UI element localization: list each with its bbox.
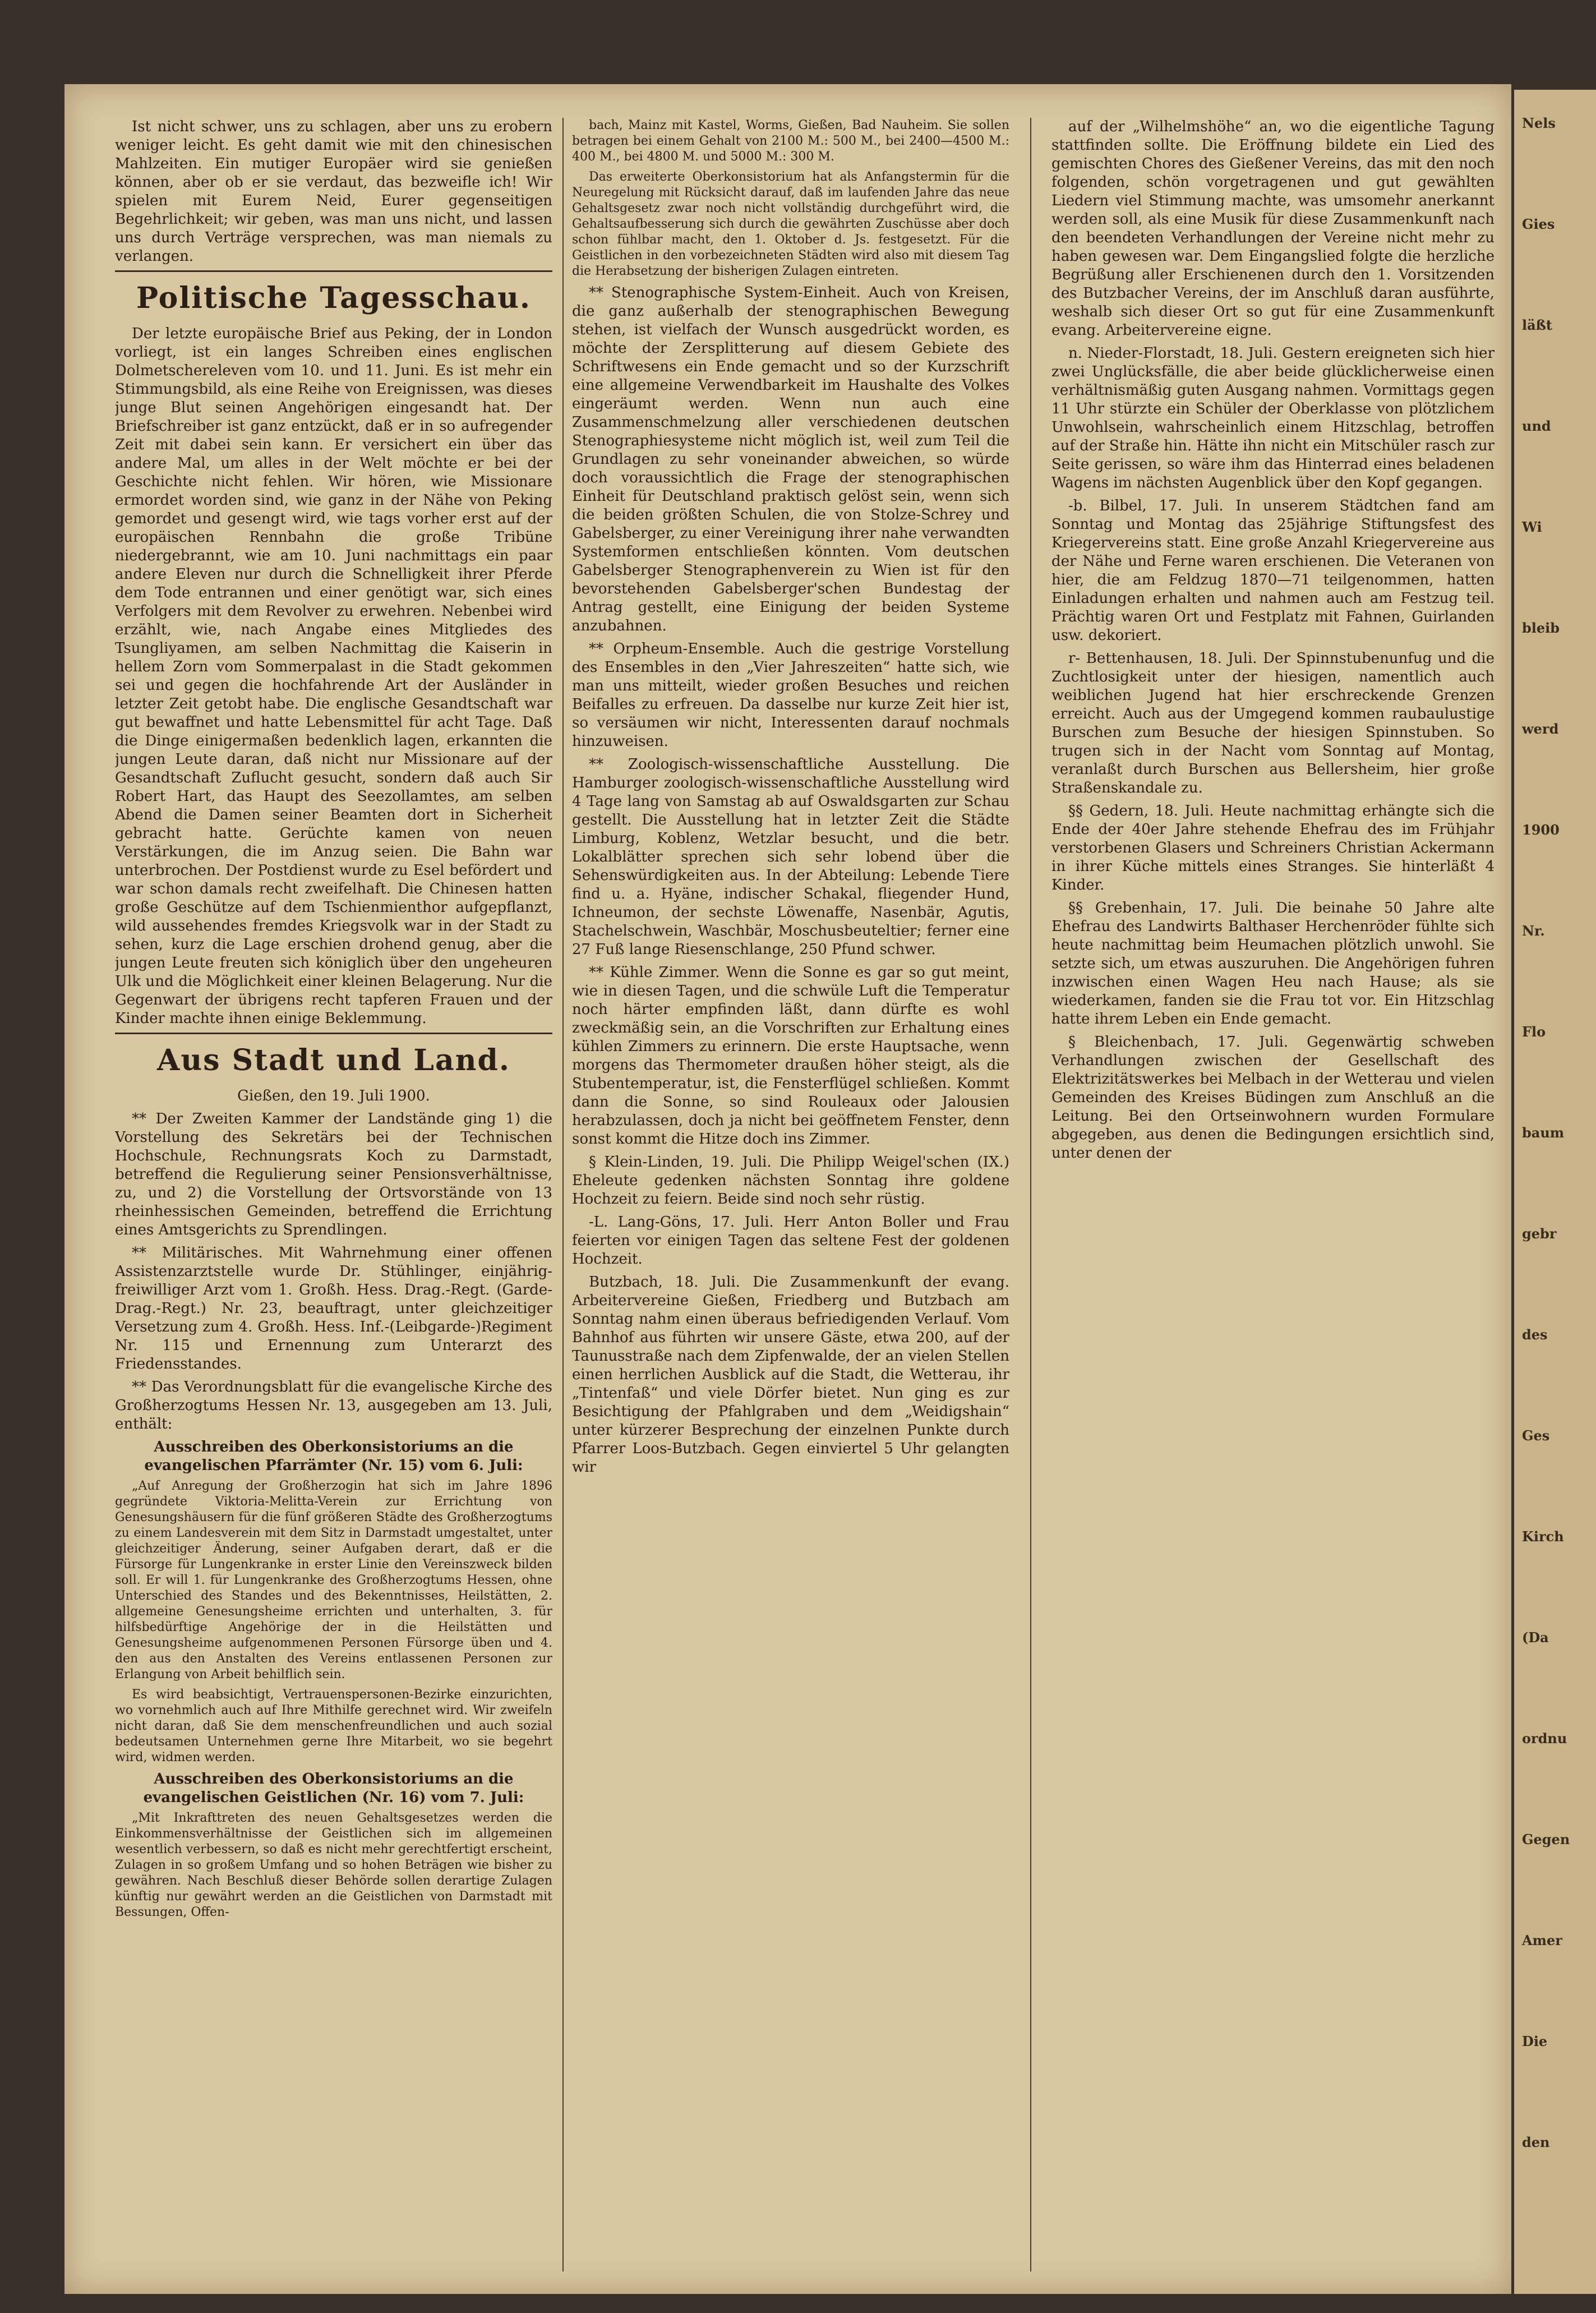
column-1 bbox=[115, 118, 552, 2277]
column-2 bbox=[572, 118, 1009, 2277]
newspaper-page bbox=[64, 84, 1511, 2294]
article-zoologisch: ** Zoologisch-wissenschaftliche Ausstellung. Die Hamburger zoologisch-wissenschaftliche Ausstellung wird 4 Tage lang von Samstag ab auf Oswaldsgarten zur Schau gestellt. Die Ausstellung hat in letzter Zeit die Städte Limburg, Koblenz, Wetzlar besucht, und die betr. Lokalblätter sprechen sich sehr lobend über die Sehenswürdigkeiten aus. In der Abteilung: Lebende Tiere find u. a. Hyäne, indischer Schakal, fliegender Hund, Ichneumon, der sechste Löwenaffe, Nasenbär, Agutis, Stachelschwein, Waschbär, Moschusbeuteltier; ferner eine 27 Fuß lange Riesenschlange, 250 Pfund schwer. bbox=[572, 756, 1009, 958]
adjacent-page-fragment: läßt bbox=[1522, 317, 1552, 333]
column-rule bbox=[562, 118, 564, 2271]
adjacent-page-fragment: werd bbox=[1522, 721, 1559, 737]
adjacent-page-fragment: Flo bbox=[1522, 1024, 1546, 1040]
article-zulagen: bach, Mainz mit Kastel, Worms, Gießen, Bad Nauheim. Sie sollen betragen bei einem Gehalt von 2100 M.: 500 M., bei 2400—4500 M.: 400 M., bei 4800 M. und 5000 M.: 300 M. bbox=[572, 118, 1009, 164]
article-bleichenbach: § Bleichenbach, 17. Juli. Gegenwärtig schweben Verhandlungen zwischen der Gesellschaft des Elektrizitätswerkes bei Melbach in der Wetterau und vielen Gemeinden des Kreises Büdingen zum Anschluß an die Leitung. Bei den Ortseinwohnern wurden Formulare abgegeben, aus denen die Bedingungen ersichtlich sind, unter denen der bbox=[1051, 1034, 1494, 1162]
article-bilbel: -b. Bilbel, 17. Juli. In unserem Städtchen fand am Sonntag und Montag das 25jährige Stiftungsfest des Kriegervereins statt. Eine große Anzahl Kriegervereine aus der Nähe und Ferne waren erschienen. Die Veteranen von hier, die am Feldzug 1870—71 teilgenommen, hatten Einladungen erhalten und nahmen auch am Festzug teil. Prächtig waren Ort und Festplatz mit Fahnen, Guirlanden usw. dekoriert. bbox=[1051, 497, 1494, 644]
article-klein-linden: § Klein-Linden, 19. Juli. Die Philipp Weigel'schen (IX.) Eheleute gedenken nächsten Sonntag ihre goldene Hochzeit zu feiern. Beide sind noch sehr rüstig. bbox=[572, 1154, 1009, 1208]
article-ausschreiben-2: „Mit Inkrafttreten des neuen Gehaltsgesetzes werden die Einkommensverhältnisse der Geistlichen sich im allgemeinen wesentlich verbessern, so daß es nicht mehr gerechtfertigt erscheint, Zulagen in so großem Umfang und so hohen Beträgen wie bisher zu gewähren. Nach Beschluß dieser Behörde sollen derartige Zulagen künftig nur gewährt werden an die Geistlichen von Darmstadt mit Bessungen, Offen- bbox=[115, 1811, 552, 1919]
subheading-ausschreiben-2: Ausschreiben des Oberkonsistoriums an die evangelischen Geistlichen (Nr. 16) vom 7. Juli: bbox=[143, 1771, 524, 1806]
section-divider bbox=[115, 1033, 552, 1034]
adjacent-page-fragment: des bbox=[1522, 1326, 1548, 1343]
article-zulagen-2: Das erweiterte Oberkonsistorium hat als Anfangstermin für die Neuregelung mit Rücksicht darauf, daß im laufenden Jahre das neue Gehaltsgesetz zwar noch nicht vollständig durchgeführt wird, die Gehaltsaufbesserung sich durch die gewährten Zuschüsse aber doch schon fühlbar macht, den 1. Oktober d. Js. festgesetzt. Für die Geistlichen in den vorbezeichneten Städten wird also mit diesem Tag die Herabsetzung der bisherigen Zulagen eintreten. bbox=[572, 170, 1009, 278]
article-grebenhain: §§ Grebenhain, 17. Juli. Die beinahe 50 Jahre alte Ehefrau des Landwirts Balthaser Herchenröder fühlte sich heute nachmittag beim Heumachen plötzlich unwohl. Sie setzte sich, um etwas auszuruhen. Die Angehörigen fuhren inzwischen einen Wagen Heu nach Hause; als sie wiederkamen, fanden sie die Frau tot vor. Ein Hitzschlag hatte ihrem Leben ein Ende gemacht. bbox=[1051, 900, 1494, 1028]
adjacent-page-fragment: Ges bbox=[1522, 1427, 1550, 1444]
section-title-tagesschau: Politische Tagesschau. bbox=[136, 281, 532, 315]
adjacent-page-fragment: Amer bbox=[1522, 1932, 1562, 1948]
adjacent-page-fragment: und bbox=[1522, 418, 1551, 434]
adjacent-page-fragment: (Da bbox=[1522, 1629, 1549, 1646]
adjacent-page-fragment: Nels bbox=[1522, 115, 1556, 131]
article-nieder-florstadt: n. Nieder-Florstadt, 18. Juli. Gestern ereigneten sich hier zwei Unglücksfälle, die aber beide glücklicherweise einen verhältnismäßig guten Ausgang nahmen. Vormittags gegen 11 Uhr stürzte ein Schüler der Oberklasse von plötzlichem Unwohlsein, wahrscheinlich einem Hitzschlag, betroffen auf der Straße hin. Hätte ihn nicht ein Mitschüler rasch zur Seite gerissen, so wäre ihm das Hinterrad eines beladenen Wagens im nächsten Augenblick über den Kopf gegangen. bbox=[1051, 345, 1494, 491]
article-ausschreiben-1: „Auf Anregung der Großherzogin hat sich im Jahre 1896 gegründete Viktoria-Melitta-Verein zur Errichtung von Genesungshäusern für die fünf größeren Städte des Großherzogtums zu einem Landesverein mit dem Sitz in Darmstadt umgestaltet, unter gleichzeitiger Änderung, seiner Aufgaben derart, daß er die Fürsorge für Lungenkranke in erster Linie den Vereinszweck bilden soll. Er will 1. für Lungenkranke des Großherzogtums Hessen, ohne Unterschied des Standes und des Bekenntnisses, Heilstätten, 2. allgemeine Genesungsheime errichten und unterhalten, 3. für hilfsbedürftige Angehörige der in die Heilstätten und Genesungsheime aufgenommenen Personen Fürsorge üben und 4. den aus den Anstalten des Vereins entlassenen Personen zur Erlangung von Arbeit behilflich sein. bbox=[115, 1479, 552, 1681]
adjacent-page-fragment: Gegen bbox=[1522, 1831, 1570, 1847]
adjacent-page-fragment: bleib bbox=[1522, 620, 1560, 636]
column-rule bbox=[1030, 118, 1031, 2271]
article-landstaende: ** Der Zweiten Kammer der Landstände ging 1) die Vorstellung des Sekretärs bei der Technischen Hochschule, Rechnungsrats Koch zu Darmstadt, betreffend die Regulierung seiner Pensionsverhältnisse, zu, und 2) die Vorstellung der Ortsvorstände von 13 rheinhessischen Gemeinden, betreffend die Errichtung eines Amtsgerichts zu Sprendlingen. bbox=[115, 1111, 552, 1238]
adjacent-page-fragment: Kirch bbox=[1522, 1528, 1564, 1545]
adjacent-page-fragment: ordnu bbox=[1522, 1730, 1567, 1747]
adjacent-page-strip bbox=[1514, 90, 1596, 2294]
article-ausschreiben-1b: Es wird beabsichtigt, Vertrauenspersonen-Bezirke einzurichten, wo vornehmlich auch auf Ihre Mithilfe gerechnet wird. Wir zweifeln nicht daran, daß Sie dem menschenfreundlichen und auch sozial bedeutsamen Unternehmen gerne Ihre Mitarbeit, wo sie begehrt wird, widmen werden. bbox=[115, 1688, 552, 1764]
article-militaerisches: ** Militärisches. Mit Wahrnehmung einer offenen Assistenzarztstelle wurde Dr. Stühlinger, einjährig-freiwilliger Arzt vom 1. Großh. Hess. Drag.-Regt. (Garde-Drag.-Regt.) Nr. 23, beauftragt, unter gleichzeitiger Versetzung zum 4. Großh. Hess. Inf.-(Leibgarde-)Regiment Nr. 115 und Ernennung zum Unterarzt des Friedensstandes. bbox=[115, 1245, 552, 1372]
article-stenographie: ** Stenographische System-Einheit. Auch von Kreisen, die ganz außerhalb der stenographischen Bewegung stehen, ist vielfach der Wunsch ausgedrückt worden, es möchte der Zersplitterung auf diesem Gebiete des Schriftwesens ein Ende gemacht und so der Kurzschrift eine allgemeine Verwendbarkeit im Haushalte des Volkes eingeräumt werden. Wenn nun auch eine Zusammenschmelzung aller verschiedenen deutschen Stenographiesysteme nicht möglich ist, weil zum Teil die Grundlagen zu sehr voneinander abweichen, so würde doch voraussichtlich die Frage der stenographischen Einheit für Deutschland praktisch gelöst sein, wenn sich die beiden größten Schulen, die von Stolze-Schrey und Gabelsberger, zu einer Vereinigung ihrer nahe verwandten Systemformen entschließen könnten. Vom deutschen Gabelsberger Stenographenverein zu Wien ist für den bevorstehenden Gabelsberger'schen Bundestag der Antrag gestellt, eine Einigung der beiden Systeme anzubahnen. bbox=[572, 284, 1009, 634]
article-lang-goens: -L. Lang-Göns, 17. Juli. Herr Anton Boller und Frau feierten vor einigen Tagen das seltene Fest der goldenen Hochzeit. bbox=[572, 1214, 1009, 1268]
adjacent-page-fragment: Die bbox=[1522, 2033, 1548, 2049]
adjacent-page-fragment: Wi bbox=[1522, 519, 1542, 535]
section-title-stadt-land: Aus Stadt und Land. bbox=[157, 1043, 510, 1077]
article-bettenhausen: r- Bettenhausen, 18. Juli. Der Spinnstubenunfug und die Zuchtlosigkeit unter der hiesigen, namentlich auch weiblichen Jugend hat hier erschreckende Grenzen erreicht. Auch aus der Umgegend kommen raubaulustige Burschen zum Besuche der hiesigen Spinnstuben. So trugen sich in der Nacht vom Sonntag auf Montag, veranlaßt durch Burschen aus Bellersheim, hier große Straßenskandale zu. bbox=[1051, 650, 1494, 796]
article-orpheum: ** Orpheum-Ensemble. Auch die gestrige Vorstellung des Ensembles in den „Vier Jahreszeiten“ hatte sich, wie man uns mitteilt, wieder großen Besuches und reichen Beifalles zu erfreuen. Da dasselbe nur kurze Zeit hier ist, so versäumen wir nicht, Interessenten darauf nochmals hinzuweisen. bbox=[572, 641, 1009, 750]
column-3 bbox=[1051, 118, 1494, 2277]
article-gedern: §§ Gedern, 18. Juli. Heute nachmittag erhängte sich die Ende der 40er Jahre stehende Ehefrau des im Frühjahr verstorbenen Glasers und Schreiners Christian Ackermann in ihrer Küche mittels eines Stranges. Sie hinterläßt 4 Kinder. bbox=[1051, 803, 1494, 893]
article-butzbach: Butzbach, 18. Juli. Die Zusammenkunft der evang. Arbeitervereine Gießen, Friedberg und Butzbach am Sonntag nahm einen überaus befriedigenden Verlauf. Vom Bahnhof aus führten wir unsere Gäste, etwa 200, auf der Taunusstraße nach dem Zipfenwalde, der an vielen Stellen einen herrlichen Ausblick auf die Stadt, die Wetterau, ihr „Tintenfaß“ und viele Dörfer bietet. Nun ging es zur Besichtigung der Pfahlgraben und dem „Weidigshain“ unter kürzerer Besprechung der einzelnen Punkte durch Pfarrer Loos-Butzbach. Gegen einviertel 5 Uhr gelangten wir bbox=[572, 1274, 1009, 1476]
adjacent-page-fragment: baum bbox=[1522, 1125, 1565, 1141]
article-verordnungsblatt: ** Das Verordnungsblatt für die evangelische Kirche des Großherzogtums Hessen Nr. 13, ausgegeben am 13. Juli, enthält: bbox=[115, 1379, 552, 1432]
article-kuehle-zimmer: ** Kühle Zimmer. Wenn die Sonne es gar so gut meint, wie in diesen Tagen, und die schwüle Luft die Temperatur noch härter empfinden läßt, dann dürfte es wohl zweckmäßig sein, an die Vorschriften zur Erhaltung eines kühlen Zimmers zu erinnern. Die erste Hauptsache, wenn morgens das Thermometer draußen höher steigt, als die Stubentemperatur, ist, die Fensterflügel schließen. Kommt dann die Sonne, so sind Rouleaux oder Jalousien herabzulassen, doch ja nicht bei geöffnetem Fenster, denn sonst kommt die Hitze doch ins Zimmer. bbox=[572, 964, 1009, 1148]
article-peking-letter: Der letzte europäische Brief aus Peking, der in London vorliegt, ist ein langes Schreiben eines englischen Dolmetschereleven vom 10. und 11. Juni. Es ist mehr ein Stimmungsbild, als eine Reihe von Ereignissen, was dieses junge Blut seinen Angehörigen eingesandt hat. Der Briefschreiber ist ganz entzückt, daß er in so aufregender Zeit mit dabei sein kann. Er versichert ein über das andere Mal, um alles in der Welt möchte er bei der Geschichte nicht fehlen. Wir hören, wie Missionare ermordet worden sind, wie ganz in der Nähe von Peking gemordet und gesengt wird, wie tags vorher erst auf der europäischen Rennbahn die große Tribüne niedergebrannt, wie am 10. Juni nachmittags ein paar andere Eleven nur durch die Schnelligkeit ihrer Pferde dem Tode entrannen und einer genötigt war, sich eines Verfolgers mit dem Revolver zu erwehren. Nebenbei wird erzählt, wie, nach Angabe eines Mitgliedes des Tsungliyamen, am selben Nachmittag die Kaiserin in hellem Zorn vom Sommerpalast in die Stadt gekommen sei und gegen die hochfahrende Art der Ausländer in letzter Zeit getobt habe. Die englische Gesandtschaft war gut bewaffnet und hatte Lebensmittel für acht Tage. Daß die Dinge einigermaßen bedenklich lagen, erkannten die jungen Leute daran, daß nicht nur Missionare auf der Gesandtschaft Zuflucht gesucht, sondern daß auch Sir Robert Hart, das Haupt des Seezollamtes, am selben Abend die Damen seiner Beamten dort in Sicherheit gebracht hatte. Gerüchte kamen von neuen Verstärkungen, die im Anzug seien. Die Bahn war unterbrochen. Der Postdienst wurde zu Esel befördert und war schon damals recht zweifelhaft. Die Chinesen hatten große Geschütze auf dem Tschienmienthor aufgepflanzt, wild aussehendes fremdes Kriegsvolk war in der Stadt zu sehen, kurz die Lage erschien drohend genug, aber die jungen Leute freuten sich königlich über den ungeheuren Ulk und die Möglichkeit einer kleinen Belagerung. Nur die Gegenwart der übrigens recht tapferen Frauen und der Kinder machte ihnen einige Beklemmung. bbox=[115, 325, 552, 1027]
section-divider bbox=[115, 270, 552, 272]
adjacent-page-fragment: gebr bbox=[1522, 1225, 1557, 1242]
dateline: Gießen, den 19. Juli 1900. bbox=[237, 1088, 430, 1104]
article-wilhelmshoehe: auf der „Wilhelmshöhe“ an, wo die eigentliche Tagung stattfinden sollte. Die Eröffnung bildete ein Lied des gemischten Chores des Gießener Vereins, das mit den noch folgenden, schön vorgetragenen und gut gewählten Liedern viel Stimmung machte, was umsomehr anerkannt werden soll, als eine Musik für diese Zusammenkunft nach den beendeten Verhandlungen der Vereine nicht mehr zu haben gewesen war. Dem Eingangslied folgte die herzliche Begrüßung aller Erschienenen durch den 1. Vorsitzenden des Butzbacher Vereins, der im Anschluß daran ausführte, weshalb sich dieser Ort so gut für eine Zusammenkunft evang. Arbeitervereine eigne. bbox=[1051, 118, 1494, 339]
adjacent-page-fragment: Nr. bbox=[1522, 923, 1545, 939]
intro-paragraph: Ist nicht schwer, uns zu schlagen, aber uns zu erobern weniger leicht. Es geht damit wie mit den chinesischen Mahlzeiten. Ein mutiger Europäer wird sie genießen können, aber ob er sie verdaut, das bezweifle ich! Wir spielen mit Eurem Neid, Eurer gegenseitigen Begehrlichkeit; wir geben, was man uns nicht, und lassen uns durch Verträge versprechen, was man niemals zu verlangen. bbox=[115, 118, 552, 265]
adjacent-page-fragment: Gies bbox=[1522, 216, 1555, 232]
adjacent-page-fragment: 1900 bbox=[1522, 822, 1560, 838]
adjacent-page-fragment: den bbox=[1522, 2134, 1550, 2150]
subheading-ausschreiben-1: Ausschreiben des Oberkonsistoriums an die evangelischen Pfarrämter (Nr. 15) vom 6. Juli: bbox=[144, 1439, 523, 1474]
